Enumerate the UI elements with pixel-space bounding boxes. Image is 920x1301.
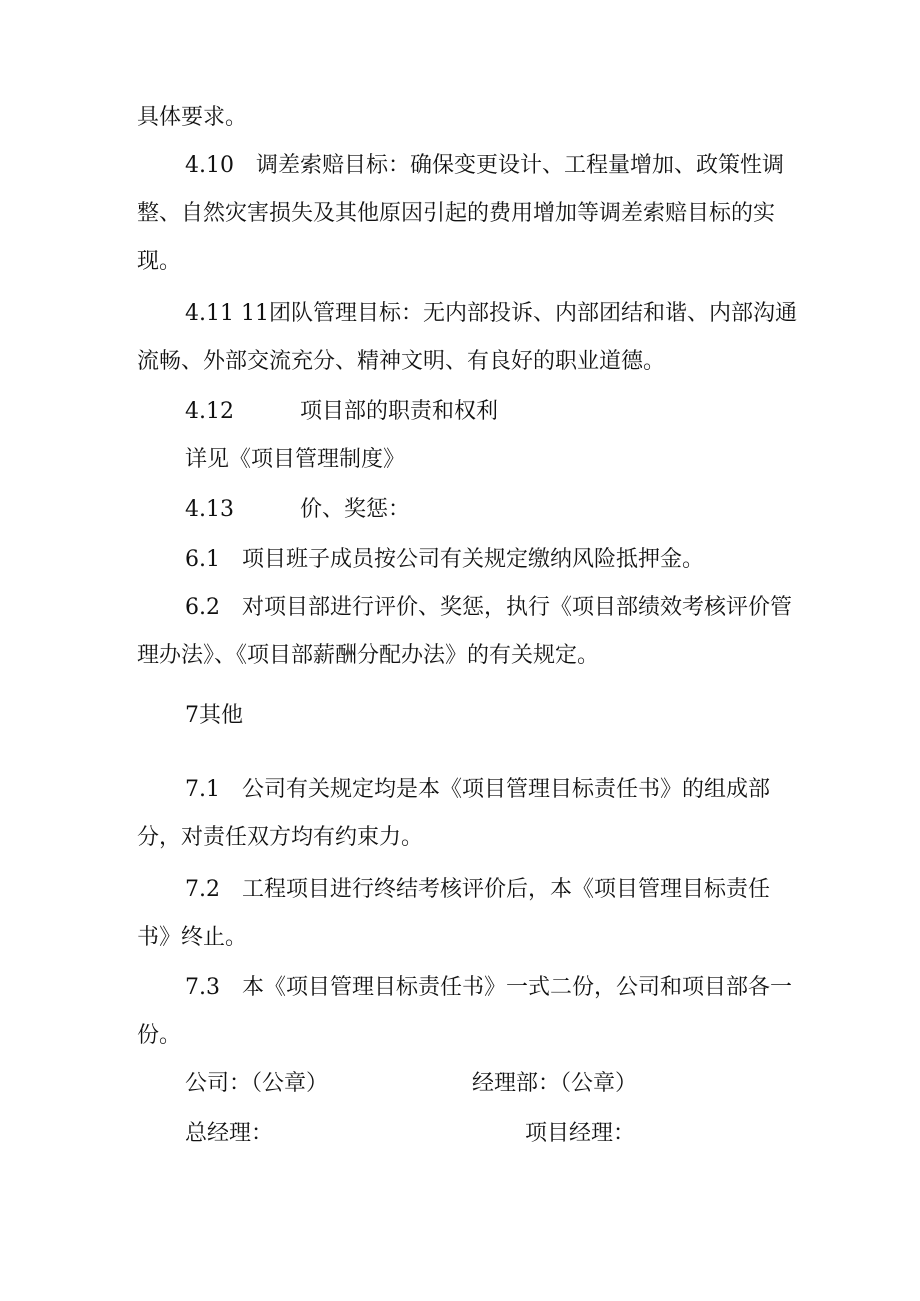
paragraph-requirements-tail: 具体要求。 <box>137 105 248 130</box>
paragraph-7-1: 7.1 公司有关规定均是本《项目管理目标责任书》的组成部分，对责任双方均有约束力。 <box>137 777 770 850</box>
signature-manager-dept: 经理部：（公章） <box>472 1071 638 1096</box>
paragraph-4-11: 4.11 11团队管理目标：无内部投诉、内部团结和谐、内部沟通流畅、外部交流充分、精神文明、有良好的职业道德。 <box>137 301 797 374</box>
signature-company: 公司：（公章） <box>185 1071 329 1096</box>
paragraph-see-rules: 详见《项目管理制度》 <box>185 447 406 472</box>
signature-general-manager: 总经理： <box>185 1121 274 1146</box>
paragraph-6-2: 6.2 对项目部进行评价、奖惩，执行《项目部绩效考核评价管理办法》、《项目部薪酬分配办法》的有关规定。 <box>137 595 792 668</box>
paragraph-7-2: 7.2 工程项目进行终结考核评价后，本《项目管理目标责任书》终止。 <box>137 877 770 950</box>
section-title-other: 7其他 <box>185 703 243 728</box>
paragraph-7-3: 7.3 本《项目管理目标责任书》一式二份，公司和项目部各一份。 <box>137 975 792 1048</box>
paragraph-4-10: 4.10 调差索赔目标：确保变更设计、工程量增加、政策性调整、自然灾害损失及其他原因引起的费用增加等调差索赔目标的实现。 <box>137 153 784 274</box>
paragraph-4-12: 4.12 项目部的职责和权利 <box>185 399 498 424</box>
signature-project-manager: 项目经理： <box>525 1121 636 1146</box>
paragraph-6-1: 6.1 项目班子成员按公司有关规定缴纳风险抵押金。 <box>185 547 704 572</box>
paragraph-4-13: 4.13 价、奖惩： <box>185 497 410 522</box>
